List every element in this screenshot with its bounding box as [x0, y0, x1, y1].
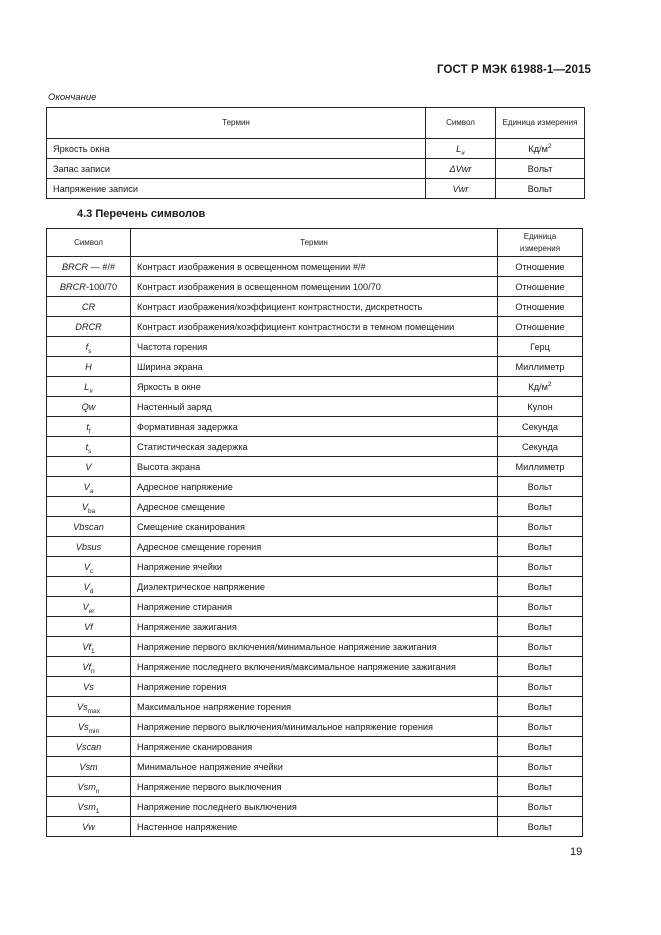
table-row: [47, 337, 583, 357]
symbol-cell: [47, 717, 131, 737]
unit-cell: [496, 179, 585, 199]
term-cell: Смещение сканирования: [131, 517, 498, 537]
table-row: [47, 617, 583, 637]
unit-cell: [498, 757, 583, 777]
term-cell: Высота экрана: [131, 457, 498, 477]
symbol-text: Vs: [77, 701, 88, 712]
table-row: [47, 697, 583, 717]
header-unit: Единица измерения: [496, 108, 585, 139]
symbol-subscript: c: [89, 567, 94, 575]
header-term: Термин: [47, 108, 426, 139]
term-cell: Напряжение стирания: [131, 597, 498, 617]
term-cell: Частота горения: [131, 337, 498, 357]
term-cell: Формативная задержка: [131, 417, 498, 437]
unit-text: Секунда: [521, 421, 558, 432]
unit-text: Вольт: [527, 541, 553, 552]
symbol-text: V: [82, 601, 89, 612]
symbol-text: V: [83, 561, 90, 572]
symbol-text: Vs: [77, 721, 89, 732]
unit-cell: [498, 357, 583, 377]
symbol-cell: [47, 457, 131, 477]
unit-cell: [498, 317, 583, 337]
symbol-cell: [47, 497, 131, 517]
term-cell: Яркость окна: [47, 139, 426, 159]
unit-text: Вольт: [527, 761, 553, 772]
unit-cell: [498, 477, 583, 497]
table-row: [47, 257, 583, 277]
unit-text: Вольт: [527, 501, 553, 512]
table-row: [47, 757, 583, 777]
unit-cell: [498, 717, 583, 737]
unit-text: Вольт: [527, 801, 553, 812]
unit-cell: [498, 397, 583, 417]
symbol-text: Vwr: [452, 183, 469, 194]
unit-text: Вольт: [527, 581, 553, 592]
symbol-cell: [47, 617, 131, 637]
unit-cell: [496, 159, 585, 179]
term-cell: Статистическая задержка: [131, 437, 498, 457]
unit-cell: [498, 437, 583, 457]
symbol-text: V: [81, 501, 88, 512]
unit-text: Вольт: [527, 821, 553, 832]
symbols-table: [46, 228, 583, 837]
unit-cell: [498, 297, 583, 317]
continuation-label: Окончание: [48, 92, 97, 103]
symbol-cell: [47, 297, 131, 317]
term-cell: Напряжение первого выключения/минимальное напряжение горения: [131, 717, 498, 737]
term-cell: Напряжение последнего выключения: [131, 797, 498, 817]
symbol-text: CR: [81, 301, 96, 312]
unit-cell: [498, 797, 583, 817]
symbol-text: DRCR: [75, 321, 102, 332]
table-row: [47, 417, 583, 437]
symbol-subscript: n: [95, 787, 100, 795]
table-row: [47, 777, 583, 797]
term-cell: Адресное смещение: [131, 497, 498, 517]
term-cell: Напряжение горения: [131, 677, 498, 697]
unit-text: Кулон: [527, 401, 553, 412]
table-row: [47, 139, 585, 159]
symbol-cell: [47, 357, 131, 377]
term-cell: Диэлектрическое напряжение: [131, 577, 498, 597]
table-row: [47, 537, 583, 557]
table-row: [47, 277, 583, 297]
unit-text: Вольт: [527, 721, 553, 732]
unit-text: Герц: [530, 341, 550, 352]
header-symbol: Символ: [426, 108, 496, 139]
symbol-subscript: d: [89, 587, 94, 595]
unit-cell: [498, 517, 583, 537]
header-symbol: Символ: [47, 229, 131, 257]
unit-text: Секунда: [521, 441, 558, 452]
term-cell: Минимальное напряжение ячейки: [131, 757, 498, 777]
unit-cell: [498, 537, 583, 557]
table-row: [47, 657, 583, 677]
page-number: 19: [570, 846, 583, 858]
unit-superscript: 2: [548, 142, 552, 150]
symbol-subscript: n: [91, 667, 95, 675]
term-cell: Контраст изображения/коэффициент контрастности в темном помещении: [131, 317, 498, 337]
symbol-cell: [426, 179, 496, 199]
table-row: [47, 179, 585, 199]
unit-cell: [498, 637, 583, 657]
unit-superscript: 2: [548, 380, 552, 388]
unit-text: Кд/м: [528, 143, 548, 154]
table-row: [47, 377, 583, 397]
unit-text: Вольт: [527, 621, 553, 632]
table-row: [47, 637, 583, 657]
unit-text: Вольт: [527, 781, 553, 792]
unit-text: Вольт: [527, 741, 553, 752]
table-row: [47, 317, 583, 337]
symbol-cell: [47, 337, 131, 357]
symbol-subscript: 1: [95, 807, 100, 815]
table-row: [47, 597, 583, 617]
symbol-text: L: [84, 381, 90, 392]
unit-text: Кд/м: [528, 381, 548, 392]
symbol-subscript: s: [88, 447, 92, 455]
unit-text: Вольт: [527, 601, 553, 612]
symbol-cell: [47, 657, 131, 677]
symbol-cell: [47, 477, 131, 497]
section-title: 4.3 Перечень символов: [77, 208, 206, 220]
unit-text: Вольт: [527, 661, 553, 672]
unit-text: Миллиметр: [515, 361, 565, 372]
symbol-text: Vw: [82, 821, 95, 832]
symbol-text: Vsm: [77, 801, 96, 812]
term-cell: Максимальное напряжение горения: [131, 697, 498, 717]
symbol-subscript: min: [88, 727, 100, 735]
term-cell: Напряжение записи: [47, 179, 426, 199]
symbol-cell: [47, 677, 131, 697]
table-row: [47, 817, 583, 837]
unit-text: Вольт: [527, 701, 553, 712]
table-row: [47, 437, 583, 457]
unit-cell: [498, 497, 583, 517]
symbol-subscript: s: [88, 347, 92, 355]
symbol-cell: [47, 397, 131, 417]
unit-text: Вольт: [527, 521, 553, 532]
table-row: [47, 577, 583, 597]
symbol-cell: [47, 417, 131, 437]
symbol-text: Vsm: [79, 761, 98, 772]
table-row: [47, 557, 583, 577]
unit-text: Вольт: [527, 163, 553, 174]
unit-text: Отношение: [515, 281, 565, 292]
unit-text: Миллиметр: [515, 461, 565, 472]
table-row: [47, 517, 583, 537]
symbol-text: V: [85, 461, 92, 472]
symbol-text: BRCR: [59, 281, 86, 292]
table-row: [47, 477, 583, 497]
term-cell: Напряжение сканирования: [131, 737, 498, 757]
unit-cell: [498, 657, 583, 677]
unit-cell: [498, 377, 583, 397]
unit-cell: [498, 457, 583, 477]
symbol-text: Vs: [83, 681, 94, 692]
symbol-cell: [47, 797, 131, 817]
table-row: [47, 497, 583, 517]
symbol-cell: [47, 737, 131, 757]
table-header-row: [47, 108, 585, 139]
symbol-text: L: [456, 143, 462, 154]
table-row: [47, 737, 583, 757]
term-cell: Напряжение ячейки: [131, 557, 498, 577]
term-cell: Контраст изображения в освещенном помещении #/#: [131, 257, 498, 277]
symbol-text: t: [85, 441, 89, 452]
unit-cell: [498, 277, 583, 297]
symbol-subscript: f: [88, 427, 91, 435]
symbol-subscript: #: [89, 387, 93, 395]
symbol-text: Vbscan: [73, 521, 104, 532]
symbol-cell: [47, 377, 131, 397]
symbol-cell: [47, 317, 131, 337]
symbol-text: H: [85, 361, 92, 372]
table-row: [47, 457, 583, 477]
unit-cell: [498, 817, 583, 837]
symbol-text: V: [83, 481, 90, 492]
symbol-cell: [47, 537, 131, 557]
symbol-cell: [47, 437, 131, 457]
symbol-text: ΔVwr: [449, 163, 472, 174]
symbol-cell: [47, 777, 131, 797]
symbol-text: f: [85, 341, 89, 352]
table-header-row: [47, 229, 583, 257]
unit-text: Вольт: [527, 681, 553, 692]
terms-table-continuation: [46, 107, 585, 199]
symbol-text: V: [83, 581, 90, 592]
document-id: ГОСТ Р МЭК 61988-1—2015: [437, 64, 591, 76]
symbol-text: Vsm: [77, 781, 96, 792]
term-cell: Напряжение первого включения/минимальное напряжение зажигания: [131, 637, 498, 657]
symbol-cell: [47, 597, 131, 617]
term-cell: Адресное смещение горения: [131, 537, 498, 557]
symbol-subscript: max: [87, 707, 100, 715]
term-cell: Ширина экрана: [131, 357, 498, 377]
symbol-suffix: — #/#: [87, 261, 116, 272]
table-row: [47, 159, 585, 179]
symbol-cell: [47, 517, 131, 537]
header-term: Термин: [131, 229, 498, 257]
symbol-text: Vbsus: [75, 541, 102, 552]
term-cell: Контраст изображения/коэффициент контрастности, дискретность: [131, 297, 498, 317]
symbol-subscript: 1: [91, 647, 95, 655]
unit-cell: [498, 257, 583, 277]
unit-cell: [498, 777, 583, 797]
term-cell: Контраст изображения в освещенном помещении 100/70: [131, 277, 498, 297]
header-unit: Единица измерения: [498, 229, 583, 257]
unit-cell: [498, 577, 583, 597]
symbol-text: Qw: [81, 401, 96, 412]
symbol-cell: [47, 637, 131, 657]
symbol-suffix: -100/70: [85, 281, 118, 292]
unit-text: Отношение: [515, 321, 565, 332]
symbol-cell: [426, 139, 496, 159]
unit-cell: [498, 737, 583, 757]
unit-text: Вольт: [527, 561, 553, 572]
symbol-cell: [47, 257, 131, 277]
unit-cell: [498, 557, 583, 577]
unit-cell: [498, 677, 583, 697]
symbol-text: Vf: [84, 621, 93, 632]
symbol-cell: [47, 757, 131, 777]
symbol-cell: [47, 577, 131, 597]
unit-text: Вольт: [527, 183, 553, 194]
symbol-text: Vscan: [75, 741, 102, 752]
unit-text: Вольт: [527, 481, 553, 492]
term-cell: Напряжение первого выключения: [131, 777, 498, 797]
symbol-cell: [47, 697, 131, 717]
term-cell: Настенное напряжение: [131, 817, 498, 837]
term-cell: Адресное напряжение: [131, 477, 498, 497]
unit-cell: [498, 697, 583, 717]
symbol-subscript: a: [89, 487, 94, 495]
symbol-cell: [47, 557, 131, 577]
term-cell: Яркость в окне: [131, 377, 498, 397]
symbol-cell: [426, 159, 496, 179]
unit-text: Отношение: [515, 301, 565, 312]
term-cell: Напряжение зажигания: [131, 617, 498, 637]
symbol-text: BRCR: [61, 261, 88, 272]
unit-cell: [498, 417, 583, 437]
symbol-text: Vf: [82, 661, 92, 672]
table-row: [47, 397, 583, 417]
unit-text: Отношение: [515, 261, 565, 272]
symbol-subscript: #: [461, 149, 465, 157]
term-cell: Запас записи: [47, 159, 426, 179]
table-row: [47, 357, 583, 377]
table-row: [47, 677, 583, 697]
symbol-text: Vf: [82, 641, 92, 652]
table-row: [47, 297, 583, 317]
symbol-subscript: ba: [87, 507, 96, 515]
symbol-cell: [47, 817, 131, 837]
symbol-cell: [47, 277, 131, 297]
unit-cell: [496, 139, 585, 159]
table-row: [47, 717, 583, 737]
table-row: [47, 797, 583, 817]
symbol-text: t: [86, 421, 89, 432]
term-cell: Настенный заряд: [131, 397, 498, 417]
unit-cell: [498, 597, 583, 617]
unit-cell: [498, 337, 583, 357]
unit-cell: [498, 617, 583, 637]
symbol-subscript: er: [88, 607, 95, 615]
unit-text: Вольт: [527, 641, 553, 652]
term-cell: Напряжение последнего включения/максимальное напряжение зажигания: [131, 657, 498, 677]
